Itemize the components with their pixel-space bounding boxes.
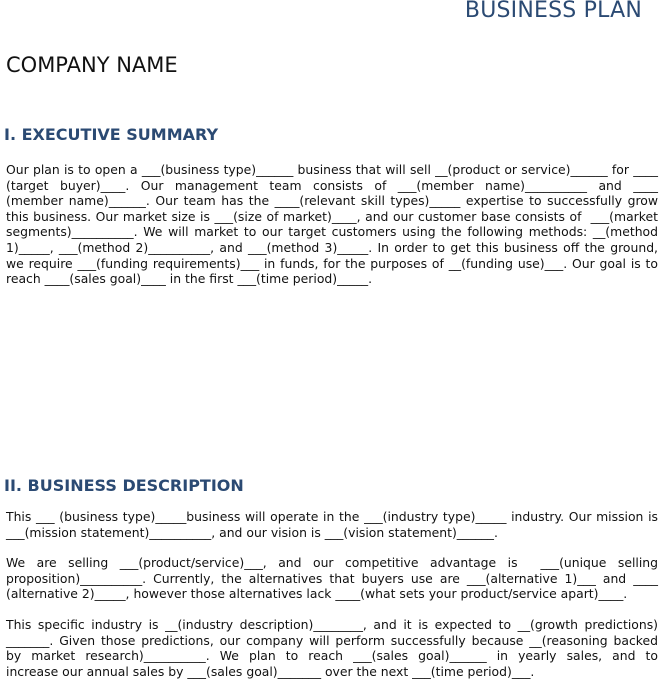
paragraph-line: increase our annual sales by ___(sales goal)_______ over the next ___(time period)___. [6,663,535,679]
business-description-paragraph-3 [6,617,658,679]
executive-summary-heading: I. EXECUTIVE SUMMARY [4,125,219,144]
paragraph-line: (alternative 2)_____, however those alternatives lack ____(what sets your product/service apart)____. [6,586,628,602]
business-description-heading: II. BUSINESS DESCRIPTION [4,476,244,495]
paragraph-line: (member name)______. Our team has the ____(relevant skill types)_____ expertise to successfully grow [6,193,658,209]
company-name: COMPANY NAME [6,53,178,77]
document-title: BUSINESS PLAN [464,0,642,23]
paragraph-line: by market research)__________. We plan to reach ___(sales goal)______ in yearly sales, and to [6,648,658,664]
paragraph-line: Our plan is to open a ___(business type)______ business that will sell __(product or service)______ for ____ [6,162,658,177]
paragraph-line: proposition)__________. Currently, the alternatives that buyers use are ___(alternative 1)___ and ____ [6,570,658,586]
paragraph-line: _______. Given those predictions, our company will perform successfully because __(reasoning backed [6,632,658,648]
paragraph-line: We are selling ___(product/service)___, and our competitive advantage is ___(unique selling [6,555,658,570]
business-description-paragraph-1 [6,509,658,540]
paragraph-line: This specific industry is __(industry description)________, and it is expected to __(growth predictions) [6,617,658,632]
paragraph-line: 1)_____, ___(method 2)__________, and ___(method 3)_____. In order to get this business off the ground, [6,239,658,255]
paragraph-line: segments)__________. We will market to our target customers using the following methods: __(method [6,224,658,240]
paragraph-line: This ___ (business type)_____business will operate in the ___(industry type)_____ industry. Our mission is [6,509,658,524]
paragraph-line: (target buyer)____. Our management team consists of ___(member name)__________ and ____ [6,177,658,193]
paragraph-line: we require ___(funding requirements)___ in funds, for the purposes of __(funding use)___. Our goal is to [6,255,658,271]
paragraph-line: this business. Our market size is ___(size of market)____, and our customer base consists of ___(market [6,208,658,224]
paragraph-line: ___(mission statement)__________, and our vision is ___(vision statement)______. [6,524,498,540]
paragraph-line: reach ____(sales goal)____ in the first ___(time period)_____. [6,271,373,287]
business-description-paragraph-2 [6,555,658,602]
executive-summary-paragraph [6,162,658,287]
